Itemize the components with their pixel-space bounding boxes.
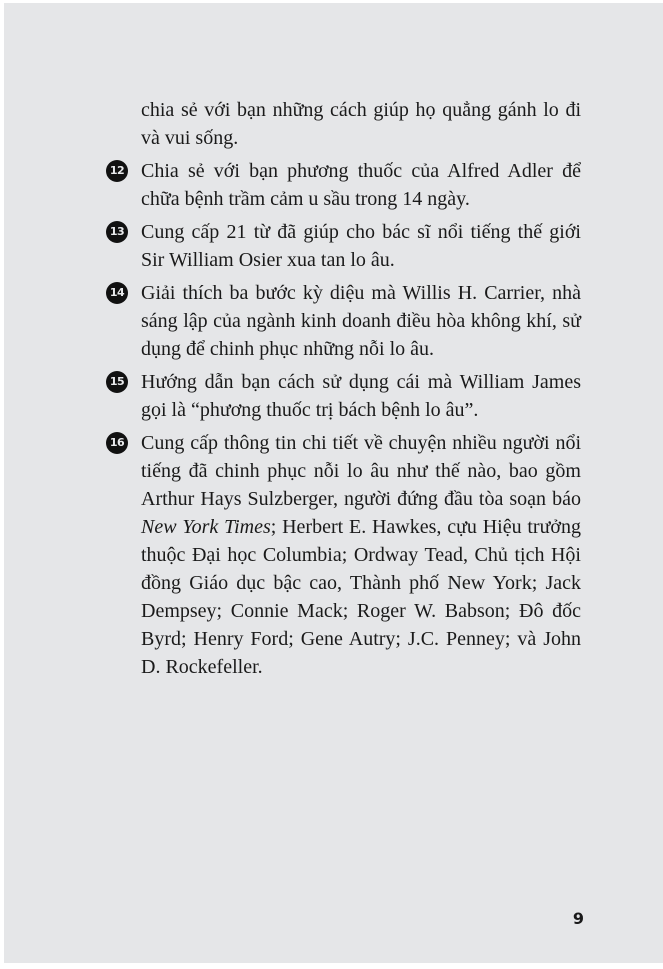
list-item [104,429,581,681]
list-item-text: Cung cấp 21 từ đã giúp cho bác sĩ nổi tiếng thế giới Sir William Osier xua tan lo âu. [141,221,581,271]
list-item [104,368,581,424]
circled-number-badge: 13 [106,221,128,243]
list-item-text: Cung cấp thông tin chi tiết về chuyện nhiều người nổi tiếng đã chinh phục nỗi lo âu như thế nào, bao gồm Arthur Hays Sulzberger, người đứng đầu tòa soạn báo New York Times; Herbert E. Hawkes, cựu Hiệu trưởng thuộc Đại học Columbia; Ordway Tead, Chủ tịch Hội đồng Giáo dục bậc cao, Thành phố New York; Jack Dempsey; Connie Mack; Roger W. Babson; Đô đốc Byrd; Henry Ford; Gene Autry; J.C. Penney; và John D. Rockefeller. [141,432,581,678]
list-item-text: Chia sẻ với bạn phương thuốc của Alfred Adler để chữa bệnh trầm cảm u sầu trong 14 ngày. [141,160,581,210]
list-item [104,218,581,274]
page-sheet [4,3,663,963]
list-item-text: Giải thích ba bước kỳ diệu mà Willis H. Carrier, nhà sáng lập của ngành kinh doanh điều hòa không khí, sử dụng để chinh phục những nỗi lo âu. [141,282,581,360]
circled-number-badge: 16 [106,432,128,454]
page-number: 9 [572,909,584,928]
circled-number-badge: 14 [106,282,128,304]
circled-number-badge: 12 [106,160,128,182]
page-content [104,96,581,681]
list-item-text: Hướng dẫn bạn cách sử dụng cái mà William James gọi là “phương thuốc trị bách bệnh lo âu”. [141,371,581,421]
circled-number-badge: 15 [106,371,128,393]
numbered-list [104,157,581,681]
list-item [104,157,581,213]
intro-paragraph: chia sẻ với bạn những cách giúp họ quẳng gánh lo đi và vui sống. [141,99,581,149]
list-item [104,279,581,363]
